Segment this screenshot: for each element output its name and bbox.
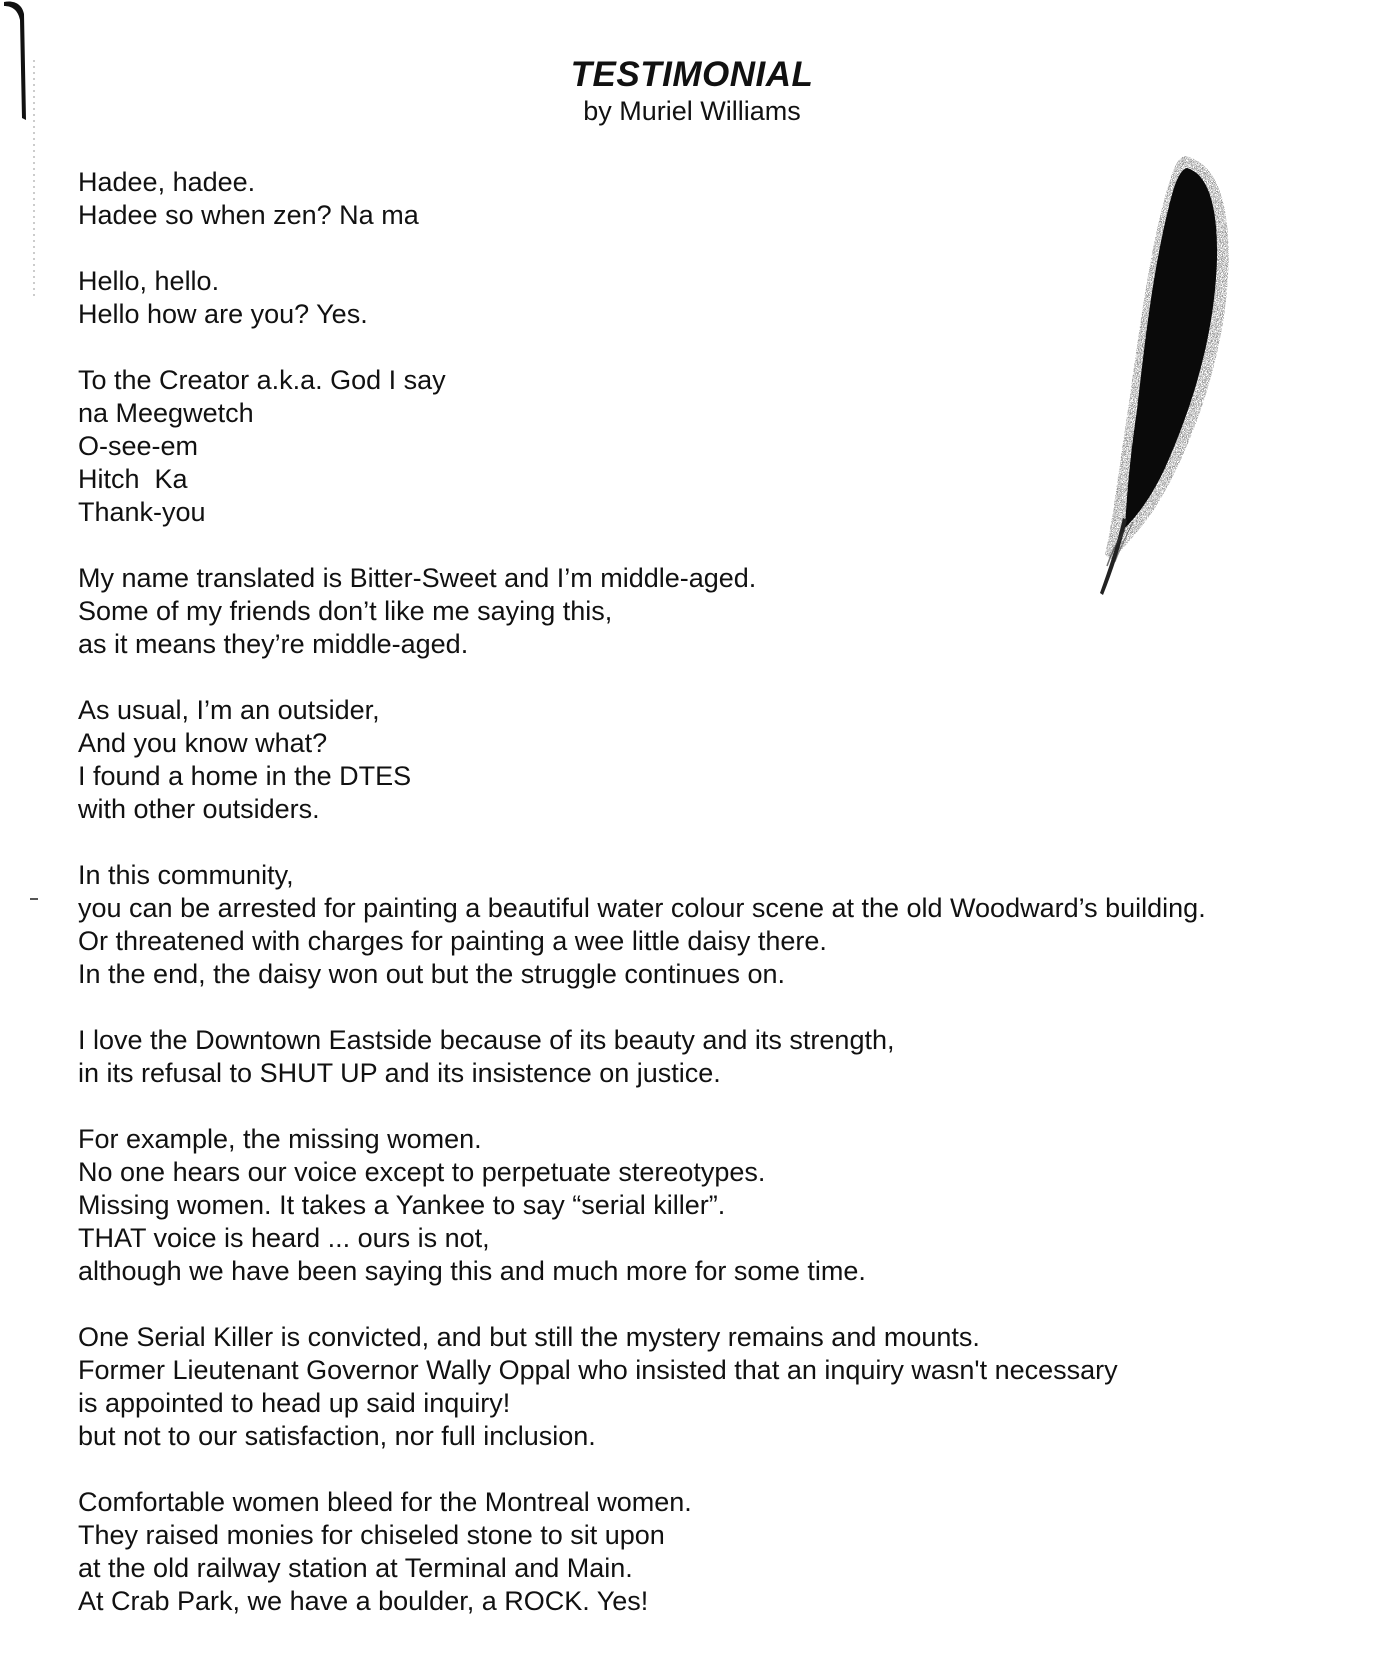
poem-line: Thank-you [78,497,206,527]
stanza [78,166,1368,232]
poem-line: as it means they’re middle-aged. [78,629,469,659]
poem-line: in its refusal to SHUT UP and its insistence on justice. [78,1058,721,1088]
poem-line: THAT voice is heard ... ours is not, [78,1223,490,1253]
poem-line: O-see-em [78,431,199,461]
poem-line: Former Lieutenant Governor Wally Oppal who insisted that an inquiry wasn't necessary [78,1355,1118,1385]
poem-line: Hello how are you? Yes. [78,299,368,329]
poem-line: Hadee so when zen? Na ma [78,200,419,230]
stanza [78,1123,1368,1288]
poem-line: One Serial Killer is convicted, and but still the mystery remains and mounts. [78,1322,980,1352]
poem-line: na Meegwetch [78,398,254,428]
poem-line: For example, the missing women. [78,1124,482,1154]
poem-line: Hitch Ka [78,464,188,494]
poem-line: you can be arrested for painting a beautiful water colour scene at the old Woodward’s building. [78,893,1206,923]
poem-line: In the end, the daisy won out but the struggle continues on. [78,959,785,989]
poem-body [78,166,1368,1651]
poem-line: As usual, I’m an outsider, [78,695,380,725]
poem-title: TESTIMONIAL [570,55,814,94]
poem-line: Or threatened with charges for painting a wee little daisy there. [78,926,827,956]
poem-line: Some of my friends don’t like me saying this, [78,596,613,626]
stanza [78,562,1368,661]
poem-line: Hello, hello. [78,266,220,296]
poem-line: I love the Downtown Eastside because of its beauty and its strength, [78,1025,895,1055]
stanza [78,364,1368,529]
stanza [78,265,1368,331]
poem-line: To the Creator a.k.a. God I say [78,365,446,395]
stanza [78,859,1368,991]
poem-line: at the old railway station at Terminal and Main. [78,1553,633,1583]
poem-line: They raised monies for chiseled stone to sit upon [78,1520,665,1550]
poem-line: Missing women. It takes a Yankee to say “serial killer”. [78,1190,726,1220]
scan-speck [30,898,38,900]
poem-byline: by Muriel Williams [583,96,801,126]
poem-line: Hadee, hadee. [78,167,256,197]
poem-line: At Crab Park, we have a boulder, a ROCK. Yes! [78,1586,649,1616]
poem-line: And you know what? [78,728,328,758]
scan-edge-artifact [0,0,40,320]
stanza [78,694,1368,826]
stanza [78,1024,1368,1090]
poem-line: In this community, [78,860,294,890]
stanza [78,1486,1368,1618]
poem-line: although we have been saying this and much more for some time. [78,1256,866,1286]
poem-line: My name translated is Bitter-Sweet and I’m middle-aged. [78,563,757,593]
poem-line: is appointed to head up said inquiry! [78,1388,511,1418]
poem-line: I found a home in the DTES [78,761,412,791]
poem-line: with other outsiders. [78,794,320,824]
document-header [0,55,1384,127]
poem-line: but not to our satisfaction, nor full inclusion. [78,1421,596,1451]
poem-line: No one hears our voice except to perpetuate stereotypes. [78,1157,766,1187]
stanza [78,1321,1368,1453]
poem-line: Comfortable women bleed for the Montreal women. [78,1487,692,1517]
